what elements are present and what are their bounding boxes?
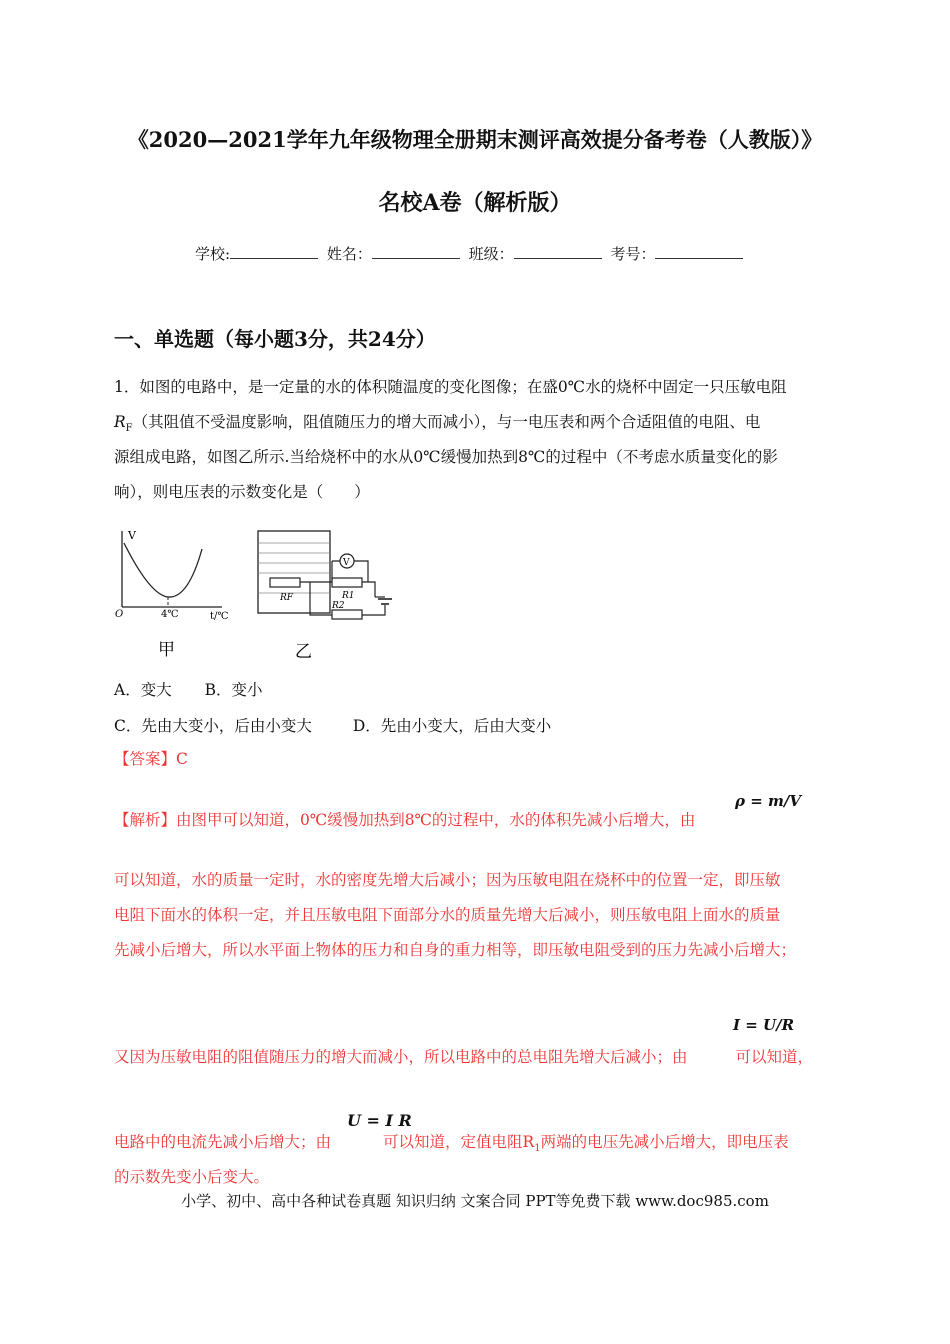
question-line-1: 1．如图的电路中，是一定量的水的体积随温度的变化图像；在盛0℃水的烧杯中固定一只压敏电阻 [114, 378, 787, 396]
graph-tick: 4℃ [161, 609, 179, 620]
analysis-p6c: 两端的电压先减小后增大，即电压表 [540, 1133, 789, 1151]
r1-subscript: 1 [534, 1143, 541, 1155]
analysis-p1: 由图甲可以知道，0℃缓慢加热到8℃的过程中，水的体积先减小后增大，由 [176, 811, 696, 829]
fig2-label: 乙 [295, 642, 312, 662]
voltmeter-symbol: V [343, 558, 350, 568]
graph-origin: O [115, 609, 124, 620]
analysis-p6b: 可以知道，定值电阻R [383, 1133, 535, 1151]
rf-symbol: R [114, 413, 126, 431]
analysis-line-4: 先减小后增大，所以水平面上物体的压力和自身的重力相等，即压敏电阻受到的压力先减小后增大； [114, 941, 797, 959]
formula-ohm: I = U/R [733, 1016, 795, 1034]
graph-volume-temperature [115, 529, 229, 622]
analysis-line-2: 可以知道，水的质量一定时，水的密度先增大后减小；因为压敏电阻在烧杯中的位置一定，即压敏 [114, 871, 781, 889]
option-b: B．变小 [204, 681, 263, 699]
formula-density: ρ = m/V [735, 792, 801, 810]
circuit-rf-label: RF [280, 593, 294, 603]
option-c: C．先由大变小，后由小变大 [114, 717, 312, 735]
answer-value: C [176, 750, 188, 768]
answer-tag: 【答案】 [114, 750, 177, 768]
analysis-line-7: 的示数先变小后变大。 [114, 1168, 270, 1186]
analysis-p5b: 可以知道， [735, 1048, 814, 1066]
analysis-tag: 【解析】 [114, 811, 177, 829]
name-label: 姓名： [326, 245, 372, 263]
circuit-r2-label: R2 [332, 601, 345, 611]
circuit-r1-label: R1 [342, 591, 355, 601]
document-title: 《2020—2021学年九年级物理全册期末测评高效提分备考卷（人教版）》 [127, 127, 823, 152]
document-subtitle: 名校A卷（解析版） [378, 190, 572, 216]
name-blank [372, 244, 460, 259]
class-label: 班级： [468, 245, 514, 263]
class-blank [514, 244, 602, 259]
question-line-3: 源组成电路，如图乙所示.当给烧杯中的水从0℃缓慢加热到8℃的过程中（不考虑水质量变化的影 [114, 448, 778, 466]
question-line-4: 响），则电压表的示数变化是（ ） [114, 483, 370, 501]
formula-voltage: U = I R [347, 1111, 412, 1130]
answer [114, 742, 834, 776]
option-d: D．先由小变大，后由大变小 [352, 717, 552, 735]
rf-subscript: F [125, 423, 133, 435]
options-row-1 [114, 673, 834, 707]
analysis-p5a: 又因为压敏电阻的阻值随压力的增大而减小，所以电路中的总电阻先增大后减小；由 [114, 1048, 688, 1066]
analysis-line-1 [114, 803, 834, 837]
student-info-row [195, 243, 747, 264]
fig1-label: 甲 [158, 640, 175, 660]
school-blank [230, 244, 318, 259]
figures [110, 525, 410, 665]
number-label: 考号： [610, 245, 656, 263]
analysis-line-5 [114, 1040, 834, 1074]
school-label: 学校: [195, 245, 231, 263]
footer-text: 小学、初中、高中各种试卷真题 知识归纳 文案合同 PPT等免费下载 www.doc985.com [181, 1192, 769, 1210]
analysis-p6a: 电路中的电流先减小后增大；由 [114, 1133, 332, 1151]
circuit-diagram [258, 531, 392, 619]
option-a: A．变大 [114, 681, 172, 699]
question-line-2-rest: （其阻值不受温度影响，阻值随压力的增大而减小），与一电压表和两个合适阻值的电阻、电 [132, 413, 761, 431]
number-blank [655, 244, 743, 259]
options-row-2 [114, 709, 834, 743]
section-title: 一、单选题（每小题3分，共24分） [114, 327, 436, 351]
graph-y-label: V [128, 529, 136, 542]
graph-x-label: t/℃ [210, 611, 229, 622]
analysis-line-3: 电阻下面水的体积一定，并且压敏电阻下面部分水的质量先增大后减小，则压敏电阻上面水的质量 [114, 906, 781, 924]
